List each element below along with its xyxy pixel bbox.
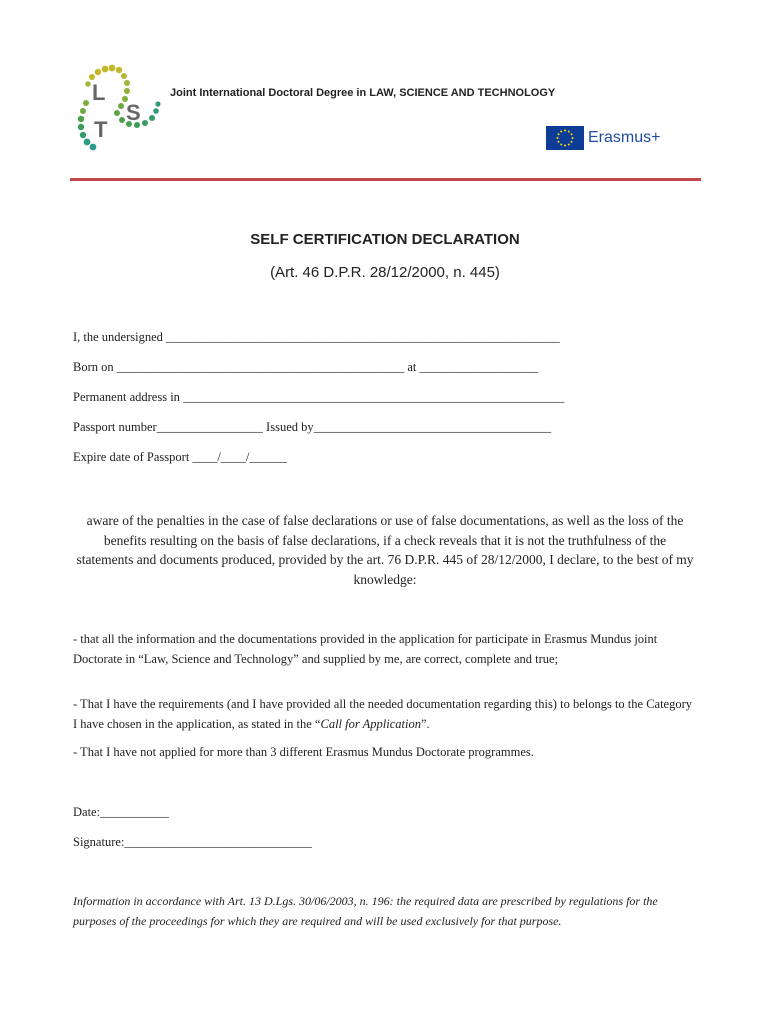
logo-dots [78,65,161,151]
clause-call-for-application: Call for Application [320,716,421,731]
clause-requirements-end: ”. [420,716,430,731]
clause-requirements-text: - That I have the requirements (and I have provided all the needed documentation regarding this) to belongs to the Category I have chosen in the application, as stated in the “ [73,697,693,731]
eu-flag-icon [546,126,584,150]
clause-not-applied: - That I have not applied for more than 3 different Erasmus Mundus Doctorate programmes. [73,745,534,759]
document-subtitle: (Art. 46 D.P.R. 28/12/2000, n. 445) [270,264,500,281]
program-title: Joint International Doctoral Degree in LAW, SCIENCE AND TECHNOLOGY [170,87,556,99]
clause-requirements [73,695,698,734]
field-undersigned: I, the undersigned _______________________________________________________________ [73,330,560,344]
document-title: SELF CERTIFICATION DECLARATION [250,231,520,248]
field-born-on: Born on ______________________________________________ at ___________________ [73,360,539,374]
field-passport-number: Passport number_________________ Issued by______________________________________ [73,420,552,434]
signature-field: Signature:______________________________ [73,835,312,849]
logo-letter-l: L [92,80,106,105]
clause-information-correct: - that all the information and the documentations provided in the application for participate in Erasmus Mundus joint Doctorate in “Law, Science and Technology” and supplied by me, are correct, complete and true; [73,632,658,666]
header-divider [70,178,701,181]
privacy-information-note: Information in accordance with Art. 13 D.Lgs. 30/06/2003, n. 196: the required data are prescribed by regulations for the purposes of the proceedings for which they are required and will be used exclusively for that purpose. [73,894,658,928]
field-passport-expiry: Expire date of Passport ____/____/______ [73,450,287,464]
awareness-statement: aware of the penalties in the case of false declarations or use of false documentations, as well as the loss of the benefits resulting on the basis of false declarations, if a check reveals that it is not the truthfulness of the statements and documents produced, provided by the art. 76 D.P.R. 445 of 28/12/2000, I declare, to the best of my knowledge: [76,513,694,587]
logo-letter-s: S [126,100,141,125]
field-permanent-address: Permanent address in _____________________________________________________________ [73,390,565,404]
date-field: Date:___________ [73,805,169,819]
lst-logo [70,62,166,154]
erasmus-plus-logo [546,126,660,150]
logo-letter-t: T [94,117,108,142]
erasmus-plus-label: Erasmus+ [588,129,661,146]
